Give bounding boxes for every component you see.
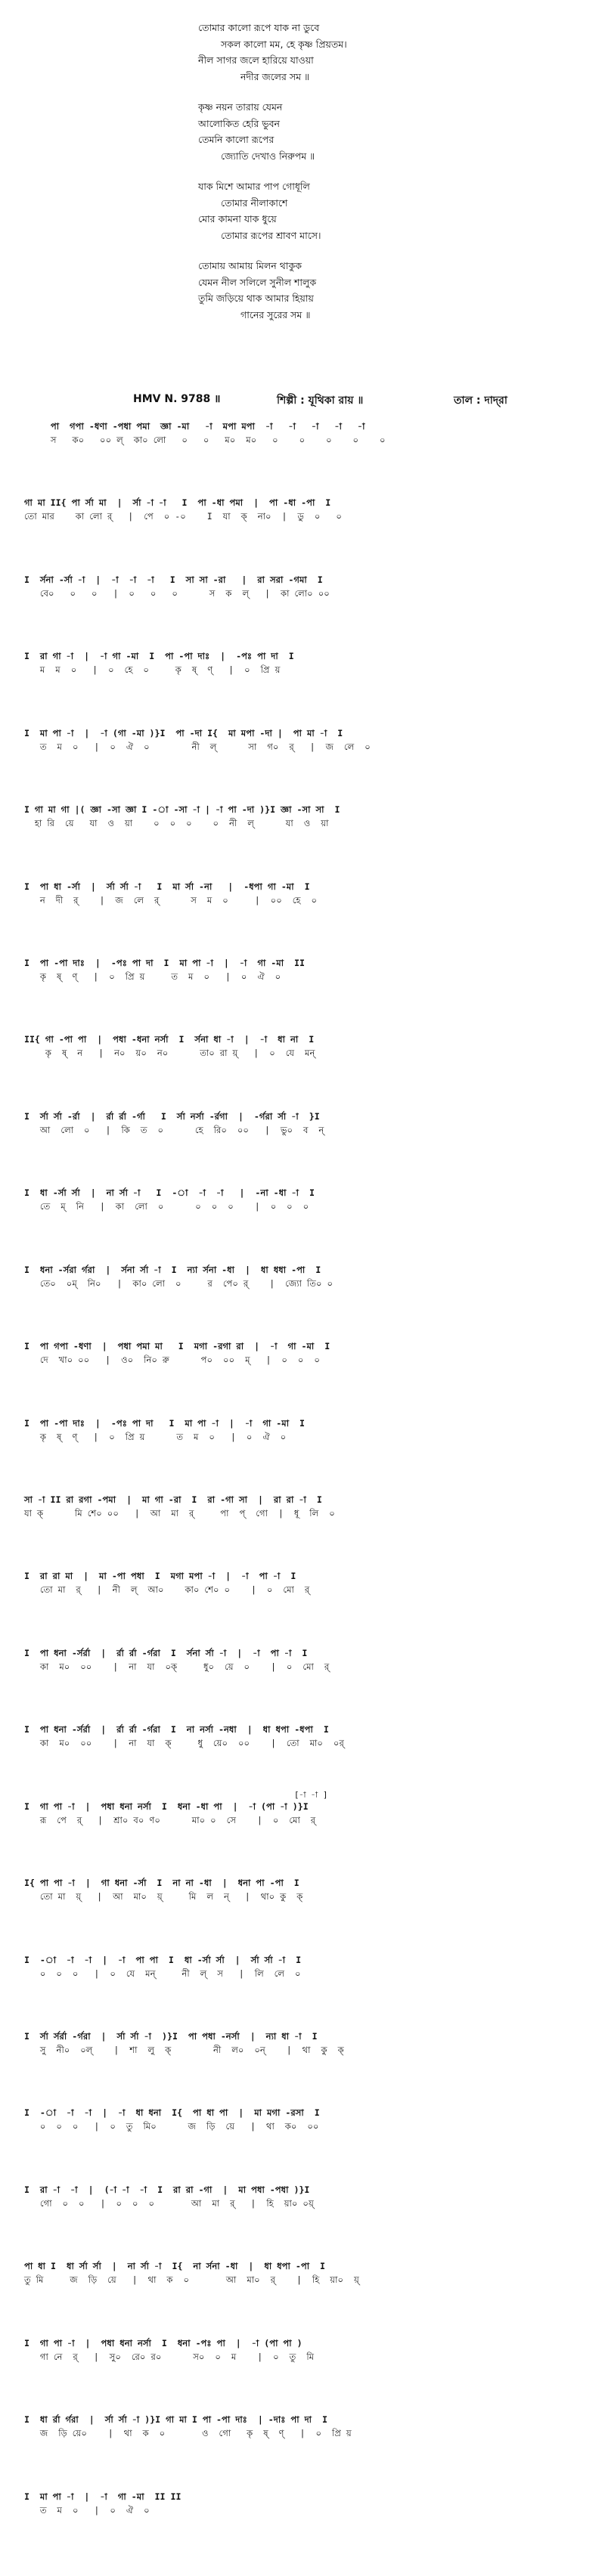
artist-credit: শিল্পী : যূথিকা রায় ॥ [277, 395, 364, 407]
lyric-line: আলোকিত হেরি ভুবন [198, 117, 281, 129]
notation-alternate: [-া -া ] [14, 1789, 328, 1800]
notation-row [14, 1417, 596, 1444]
notation-row [14, 1647, 596, 1674]
notation-row [14, 1494, 596, 1521]
lyric-syllables: ন দী র্ | জ লে র্ স ম ০ | ০০ হে ০ [14, 894, 318, 906]
lyric-line: গানের সুরের সম ॥ [240, 308, 311, 320]
notation-row [14, 803, 596, 831]
lyric-line: জ্যোতি দেখাও নিরুপম ॥ [221, 150, 315, 162]
lyric-syllables: কৃ ষ্ ন | ন০ য়০ ন০ তা০ রা য়্ | ০ যে মন্ [14, 1048, 315, 1059]
swara-line: I গা পা -া | পধা ধনা নর্সা I ধনা -ধা পা | -া (পা -া )}I [14, 1800, 309, 1812]
stanza [198, 178, 561, 243]
lyric-syllables: জ ড়ি য়ে০ | থা ক ০ ও গো কৃ ষ্ ণ্ | ০ প্রি য় [14, 2428, 352, 2439]
lyric-syllables: দে খা০ ০০ | ও০ নি০ রু প০ ০০ ম্ | ০ ০ ০ [14, 1355, 320, 1366]
lyric-syllables: রূ পে র্ | শ্রা০ ব০ ণ০ মা০ ০ সে | ০ মো র্ [14, 1814, 316, 1825]
notation-row [14, 1954, 596, 1981]
lyric-syllables: ০ ০ ০ | ০ যে মন্ নী ল্ স | লি লে ০ [14, 1968, 301, 1979]
notation-row [14, 2260, 596, 2287]
lyric-syllables: আ লো ০ | কি ত ০ হে রি০ ০০ | ভু০ ব ন্ [14, 1124, 324, 1135]
lyric-syllables: তো মা য়্ | আ মা০ য়্ মি ল ন্ | থা০ কু ক্ [14, 1891, 303, 1903]
swara-line: I ধনা -র্সরা র্গরা | র্সনা র্সা -া I ন্যা র্সনা -ধা | ধা ধধা -পা I [14, 1264, 321, 1275]
lyric-line: কৃষ্ণ নয়ন তারায় যেমন [198, 101, 283, 113]
swara-line: II{ গা -পা পা | পধা -ধনা নর্সা I র্সনা ধা -া | -া ধা না I [14, 1034, 315, 1045]
notation-row [14, 2337, 596, 2364]
swara-line: I র্সা র্সর্রা -র্গরা | র্সা র্সা -া )}I পা পধা -নর্সা | ন্যা ধা -া I [14, 2031, 318, 2042]
notation-row [14, 420, 596, 447]
lyric-line: তোমার কালো রূপে যাক না ডুবে [198, 22, 320, 33]
notation-row [14, 881, 596, 908]
swara-line: I গা পা -া | পধা ধনা নর্সা I ধনা -পঃ পা | -া (পা পা ) [14, 2337, 302, 2348]
swara-line: I পা ধনা -র্সর্রা | র্রা র্রা -র্গরা I র্সনা র্সা -া | -া পা -া I [14, 1647, 308, 1658]
lyric-line: নদীর জলের সম ॥ [240, 70, 310, 82]
tala-label: তাল : দাদ্‌রা [454, 395, 507, 407]
lyric-syllables: হা রি য়ে যা ও য়া ০ ০ ০ ০ নী ল্ যা ও য়া [14, 818, 329, 829]
lyric-syllables: বে০ ০ ০ | ০ ০ ০ স ক ল্ | কা লো০ ০০ [14, 587, 330, 599]
notation-row [14, 1264, 596, 1291]
lyric-syllables: তু মি জ ড়ি য়ে | থা ক ০ আ মা০ র্ | হি য়া০ য়্ [14, 2274, 359, 2286]
notation-row [14, 1789, 596, 1828]
swara-line: I রা গা -া | -া গা -মা I পা -পা দাঃ | -পঃ পা দা I [14, 651, 294, 662]
lyric-syllables: স ক০ ০০ ল্ কা০ লো ০ ০ ম০ ম০ ০ ০ ০ ০ ০ [14, 435, 386, 445]
swara-line: I -া -া -া | -া পা পা I ধা -র্সা র্সা | র্সা র্সা -া I [14, 1954, 302, 1965]
swara-line: I{ পা পা -া | গা ধনা -র্সা I না না -ধা | ধনা পা -পা I [14, 1878, 299, 1889]
lyric-line: তোমার রূপের শ্রাবণ মাসে। [221, 229, 321, 241]
lyric-line: মোর কামনা যাক ধুয়ে [198, 213, 277, 224]
notation-row [14, 957, 596, 984]
notation-row [14, 1723, 596, 1751]
swara-line: I মা পা -া | -া (গা -মা )}I পা -দা I{ মা মপা -দা | পা মা -া I [14, 727, 343, 738]
notation-row [14, 1340, 596, 1367]
swara-line: I রা রা মা | মা -পা পধা I মগা মপা -া | -া পা -া I [14, 1571, 296, 1582]
lyric-syllables: তো মার কা লো র্ | পে ০ -০ I যা ক্ না০ | ডু ০ ০ [14, 511, 342, 522]
lyric-syllables: কা ম০ ০০ | না যা ০ক্ ধু০ য়ে ০ | ০ মো র্ [14, 1661, 330, 1672]
lyric-syllables: ত ম ০ | ০ ঐ ০ [14, 2504, 150, 2516]
swara-line: I গা মা গা |( জ্ঞা -সা জ্ঞা I -া -সা -া | -া পা -দা )}I জ্ঞা -সা সা I [14, 804, 340, 816]
lyric-syllables: সু নী০ ০ল্ | শা লু ক্ নী ল০ ০ন্ | থা কু ক্ [14, 2045, 344, 2055]
lyric-syllables: ত ম ০ | ০ ঐ ০ নী ল্ সা গ০ র্ | জ লে ০ [14, 741, 371, 752]
notation-row [14, 2107, 596, 2134]
notation-row [14, 650, 596, 677]
notation-row [14, 1110, 596, 1138]
swara-line: পা গপা -ধণা -পধা পমা জ্ঞা -মা -া মপা মপা -া -া -া -া -া [14, 421, 365, 432]
stanza [198, 99, 561, 164]
lyric-syllables: তে ম্ নি | কা লো ০ ০ ০ ০ | ০ ০ ০ [14, 1201, 309, 1212]
lyric-line: তোমার নীলাকাশে [221, 197, 288, 209]
lyric-syllables: গা নে র্ | সু০ রে০ র০ স০ ০ ম | ০ তু মি [14, 2351, 315, 2362]
swara-line: I র্সা র্সা -র্রা | র্রা র্রা -র্গা I র্সা নর্সা -র্রগা | -র্গরা র্সা -া }I [14, 1110, 320, 1122]
notation-row [14, 2184, 596, 2211]
notation-row [14, 1033, 596, 1060]
lyric-syllables: কৃ ষ্ ণ্ | ০ প্রি য় ত ম ০ | ০ ঐ ০ [14, 1431, 287, 1442]
notation-row [14, 2030, 596, 2057]
notation-row [14, 2413, 596, 2441]
notation-row [14, 574, 596, 601]
lyric-line: সকল কালো মম, হে কৃষ্ণ প্রিয়তম। [221, 38, 347, 50]
swara-line: গা মা II{ পা র্সা মা | র্সা -া -া I পা -ধা পমা | পা -ধা -পা I [14, 497, 331, 509]
lyric-line: তোমায় আমায় মিলন থাকুক [198, 260, 302, 271]
record-number: HMV N. 9788 ॥ [133, 393, 221, 405]
swara-line: সা -া II রা রগা -পমা | মা গা -রা I রা -গা সা | রা রা -া I [14, 1494, 322, 1505]
swara-line: I ধা -র্সা র্সা | না র্সা -া I -া -া -া | -না -ধা -া I [14, 1187, 315, 1199]
swara-line: I রা -া -া | (-া -া -া I রা রা -গা | মা পধা -পধা )}I [14, 2184, 310, 2195]
swara-line: I পা গপা -ধণা | পধা পমা মা I মগা -রগা রা | -া গা -মা I [14, 1341, 330, 1352]
swara-line: পা ধা I ধা র্সা র্সা | না র্সা -া I{ না র্সনা -ধা | ধা ধপা -পা I [14, 2261, 326, 2272]
lyric-syllables: কৃ ষ্ ণ্ | ০ প্রি য় ত ম ০ | ০ ঐ ০ [14, 971, 281, 982]
swara-line: I পা -পা দাঃ | -পঃ পা দা I মা পা -া | -া গা -মা I [14, 1417, 305, 1429]
swara-line: I পা -পা দাঃ | -পঃ পা দা I মা পা -া | -া গা -মা II [14, 958, 305, 968]
swara-line: I ধা র্রা র্গরা | র্সা র্সা -া )}I গা মা I পা -পা দাঃ | -দাঃ পা দা I [14, 2414, 327, 2426]
swara-line: I পা ধনা -র্সর্রা | র্রা র্রা -র্গরা I না নর্সা -নধা | ধা ধপা -ধপা I [14, 1724, 329, 1735]
swara-line: I র্সনা -র্সা -া | -া -া -া I সা সা -রা | রা সরা -গমা I [14, 574, 323, 585]
lyric-line: যেমন নীল সলিলে সুনীল শালুক [198, 276, 317, 288]
lyric-syllables: তে০ ০ম্ নি০ | কা০ লো ০ র পে০ র্ | জ্যো তি০ ০ [14, 1277, 334, 1289]
notation-row [14, 497, 596, 524]
lyric-line: নীল সাগর জলে হারিয়ে যাওয়া [198, 54, 314, 66]
swara-line: I -া -া -া | -া ধা ধনা I{ পা ধা পা | মা মগা -রসা I [14, 2107, 320, 2119]
swara-line: I পা ধা -র্সা | র্সা র্সা -া I মা র্সা -না | -ধপা গা -মা I [14, 881, 310, 892]
lyric-syllables: কা ম০ ০০ | না যা ক্ ধু য়ে০ ০০ | তো মা০ ০র্ [14, 1738, 344, 1749]
lyric-syllables: তো মা র্ | নী ল্ আ০ কা০ শে০ ০ | ০ মো র্ [14, 1584, 310, 1596]
lyric-syllables: যা ক্ মি শে০ ০০ | আ মা র্ পা প্ গো | ধূ লি ০ [14, 1508, 335, 1519]
notation-row [14, 2491, 596, 2518]
notation-row [14, 1187, 596, 1214]
stanza [198, 258, 561, 323]
lyric-syllables: ০ ০ ০ | ০ তু মি০ জ ড়ি য়ে | থা ক০ ০০ [14, 2121, 319, 2132]
swara-line: I মা পা -া | -া গা -মা II II [14, 2491, 182, 2502]
song-lyrics [198, 20, 561, 337]
lyric-line: যাক মিশে আমার পাপ গোধূলি [198, 181, 310, 192]
notation-row [14, 1570, 596, 1597]
notation-row [14, 1877, 596, 1904]
notation-row [14, 727, 596, 754]
lyric-syllables: ম ম ০ | ০ হে ০ কৃ ষ্ ণ্ | ০ প্রি য় [14, 664, 281, 676]
lyric-syllables: গো ০ ০ | ০ ০ ০ আ মা র্ | হি য়া০ ০য়্ [14, 2197, 314, 2209]
stanza [198, 20, 561, 85]
lyric-line: তেমনি কালো রূপের [198, 134, 275, 145]
lyric-line: তুমি জড়িয়ে থাক আমার হিয়ায় [198, 293, 314, 304]
